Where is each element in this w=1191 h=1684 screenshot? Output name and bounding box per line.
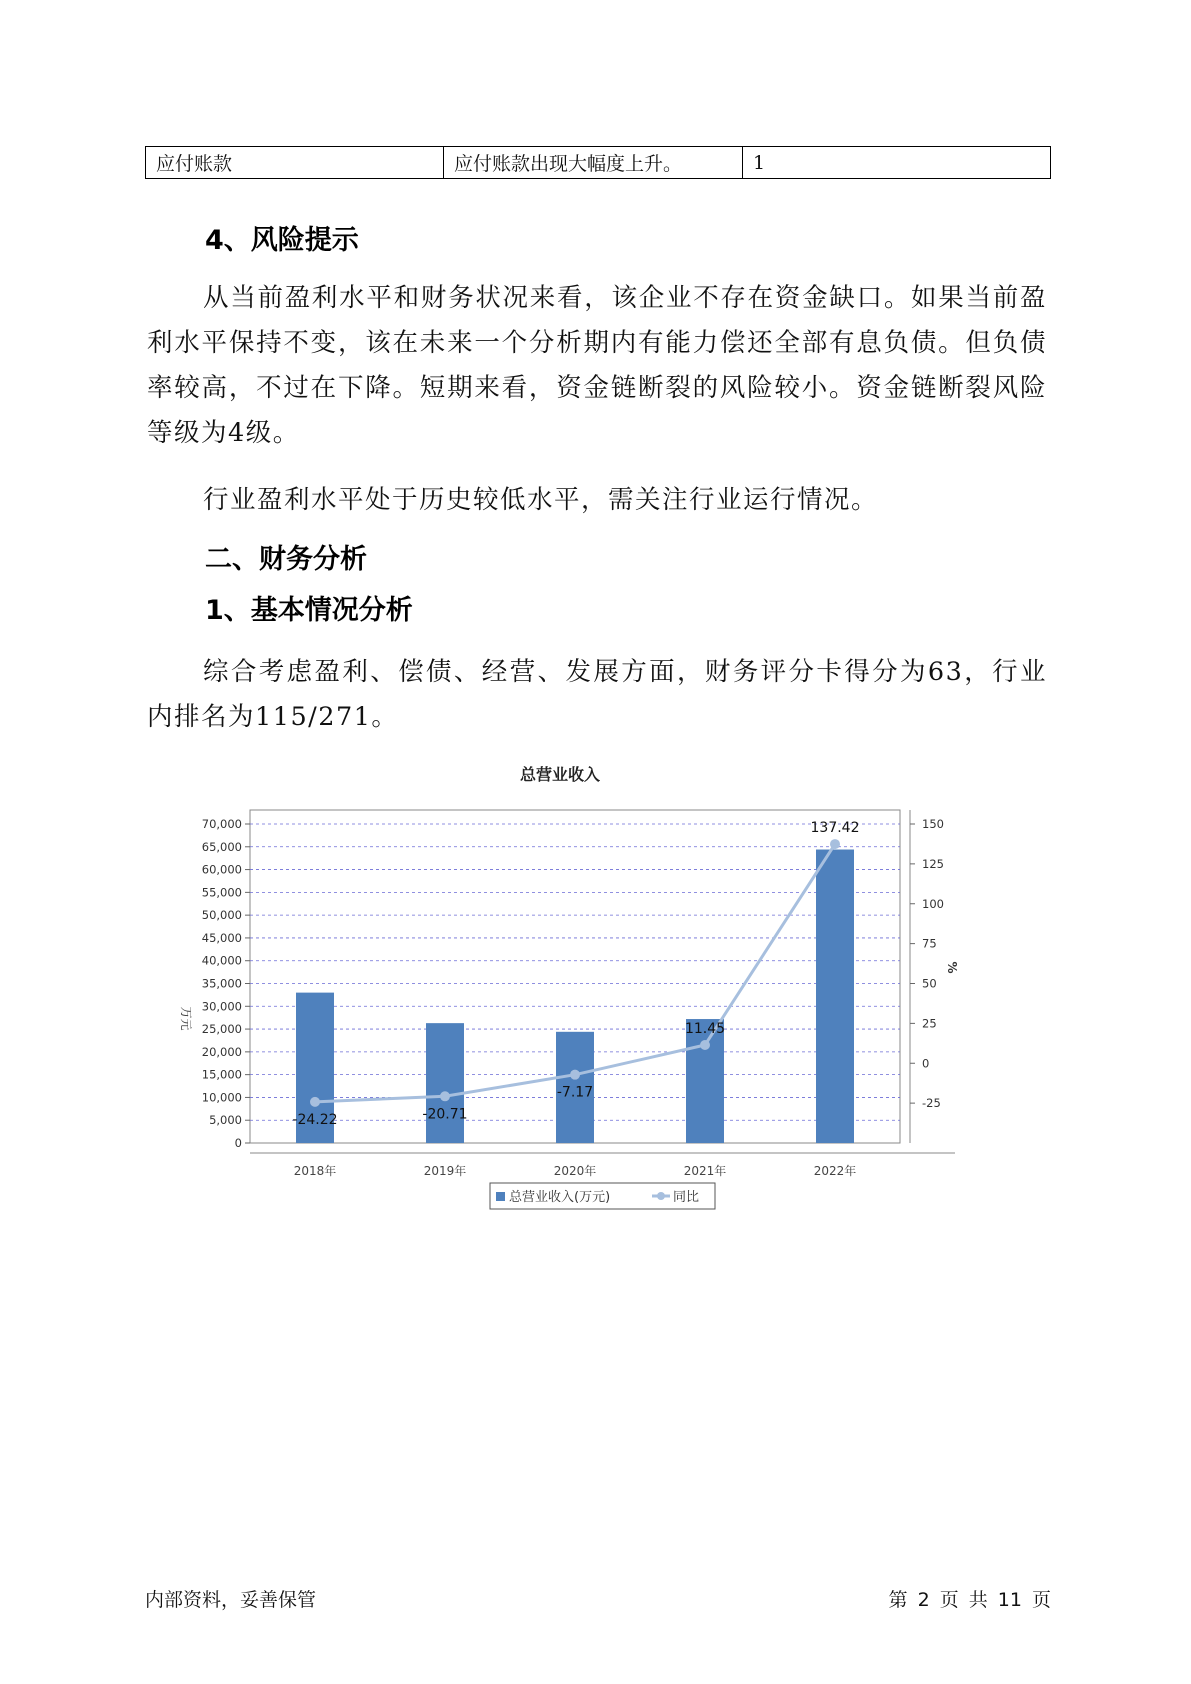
legend-line-marker — [657, 1192, 665, 1200]
y-tick-label: 50,000 — [201, 908, 242, 923]
yoy-point — [830, 839, 840, 849]
x-tick-label: 2019年 — [423, 1164, 467, 1178]
y-tick-label: 70,000 — [201, 817, 242, 831]
risk-heading: 4、风险提示 — [205, 225, 359, 256]
y-tick-label: 5,000 — [209, 1113, 242, 1128]
y-tick-label: 40,000 — [201, 953, 242, 968]
data-label: -20.71 — [422, 1106, 468, 1123]
table-cell-level: 1 — [743, 147, 1051, 179]
industry-paragraph: 行业盈利水平处于历史较低水平，需关注行业运行情况。 — [203, 485, 879, 515]
x-tick-label: 2018年 — [293, 1164, 337, 1178]
y2-axis-label: % — [945, 961, 959, 974]
bar — [686, 1019, 724, 1143]
y2-tick-label: -25 — [922, 1096, 941, 1111]
revenue-chart-svg — [170, 760, 1010, 1220]
y-tick-label: 10,000 — [201, 1090, 242, 1105]
y-tick-label: 30,000 — [201, 999, 242, 1014]
y-tick-label: 25,000 — [201, 1022, 242, 1037]
y-tick-label: 55,000 — [201, 885, 242, 900]
table-cell-indicator: 应付账款 — [146, 147, 444, 179]
footer-page-number: 第 2 页 共 11 页 — [888, 1589, 1051, 1611]
y-tick-label: 60,000 — [201, 862, 242, 877]
y-tick-label: 35,000 — [201, 976, 242, 991]
risk-paragraph: 从当前盈利水平和财务状况来看，该企业不存在资金缺口。如果当前盈利水平保持不变，该在未来一个分析期内有能力偿还全部有息负债。但负债率较高，不过在下降。短期来看，资金链断裂的风险较小。资金链断裂风险等级为4级。 — [147, 283, 1047, 448]
yoy-point — [310, 1097, 320, 1107]
revenue-chart — [170, 760, 1010, 1220]
bar — [426, 1023, 464, 1143]
finance-heading: 二、财务分析 — [205, 544, 367, 575]
footer-confidential: 内部资料，妥善保管 — [145, 1589, 317, 1611]
x-tick-label: 2020年 — [553, 1164, 597, 1178]
y-tick-label: 0 — [234, 1136, 242, 1150]
yoy-point — [440, 1091, 450, 1101]
y-tick-label: 20,000 — [201, 1044, 242, 1059]
y-tick-label: 45,000 — [201, 930, 242, 945]
yoy-point — [700, 1040, 710, 1050]
legend-bar-label: 总营业收入(万元) — [509, 1190, 611, 1205]
y2-tick-label: 100 — [922, 896, 944, 911]
y2-tick-label: 0 — [922, 1056, 930, 1071]
y2-tick-label: 150 — [922, 817, 944, 831]
risk-indicator-table — [145, 146, 1051, 179]
yoy-point — [570, 1070, 580, 1080]
score-paragraph: 综合考虑盈利、偿债、经营、发展方面，财务评分卡得分为63，行业内排名为115/271。 — [147, 657, 1047, 732]
legend-bar-swatch — [496, 1192, 505, 1201]
basic-heading: 1、基本情况分析 — [205, 595, 413, 626]
data-label: -7.17 — [556, 1084, 594, 1101]
table-cell-description: 应付账款出现大幅度上升。 — [444, 147, 743, 179]
y-tick-label: 65,000 — [201, 839, 242, 854]
y2-tick-label: 75 — [922, 936, 937, 951]
data-label: 11.45 — [684, 1020, 726, 1037]
x-tick-label: 2021年 — [683, 1164, 727, 1178]
table-row — [146, 147, 1051, 179]
y2-tick-label: 50 — [922, 976, 937, 991]
bar — [816, 850, 854, 1143]
y2-tick-label: 125 — [922, 856, 944, 871]
data-label: 137.42 — [810, 820, 860, 837]
data-label: -24.22 — [292, 1111, 338, 1128]
y2-tick-label: 25 — [922, 1016, 937, 1031]
chart-title: 总营业收入 — [519, 765, 601, 784]
legend-line-label: 同比 — [673, 1190, 700, 1205]
y-tick-label: 15,000 — [201, 1067, 242, 1082]
x-tick-label: 2022年 — [813, 1164, 857, 1178]
y-axis-label: 万元 — [179, 1006, 193, 1031]
